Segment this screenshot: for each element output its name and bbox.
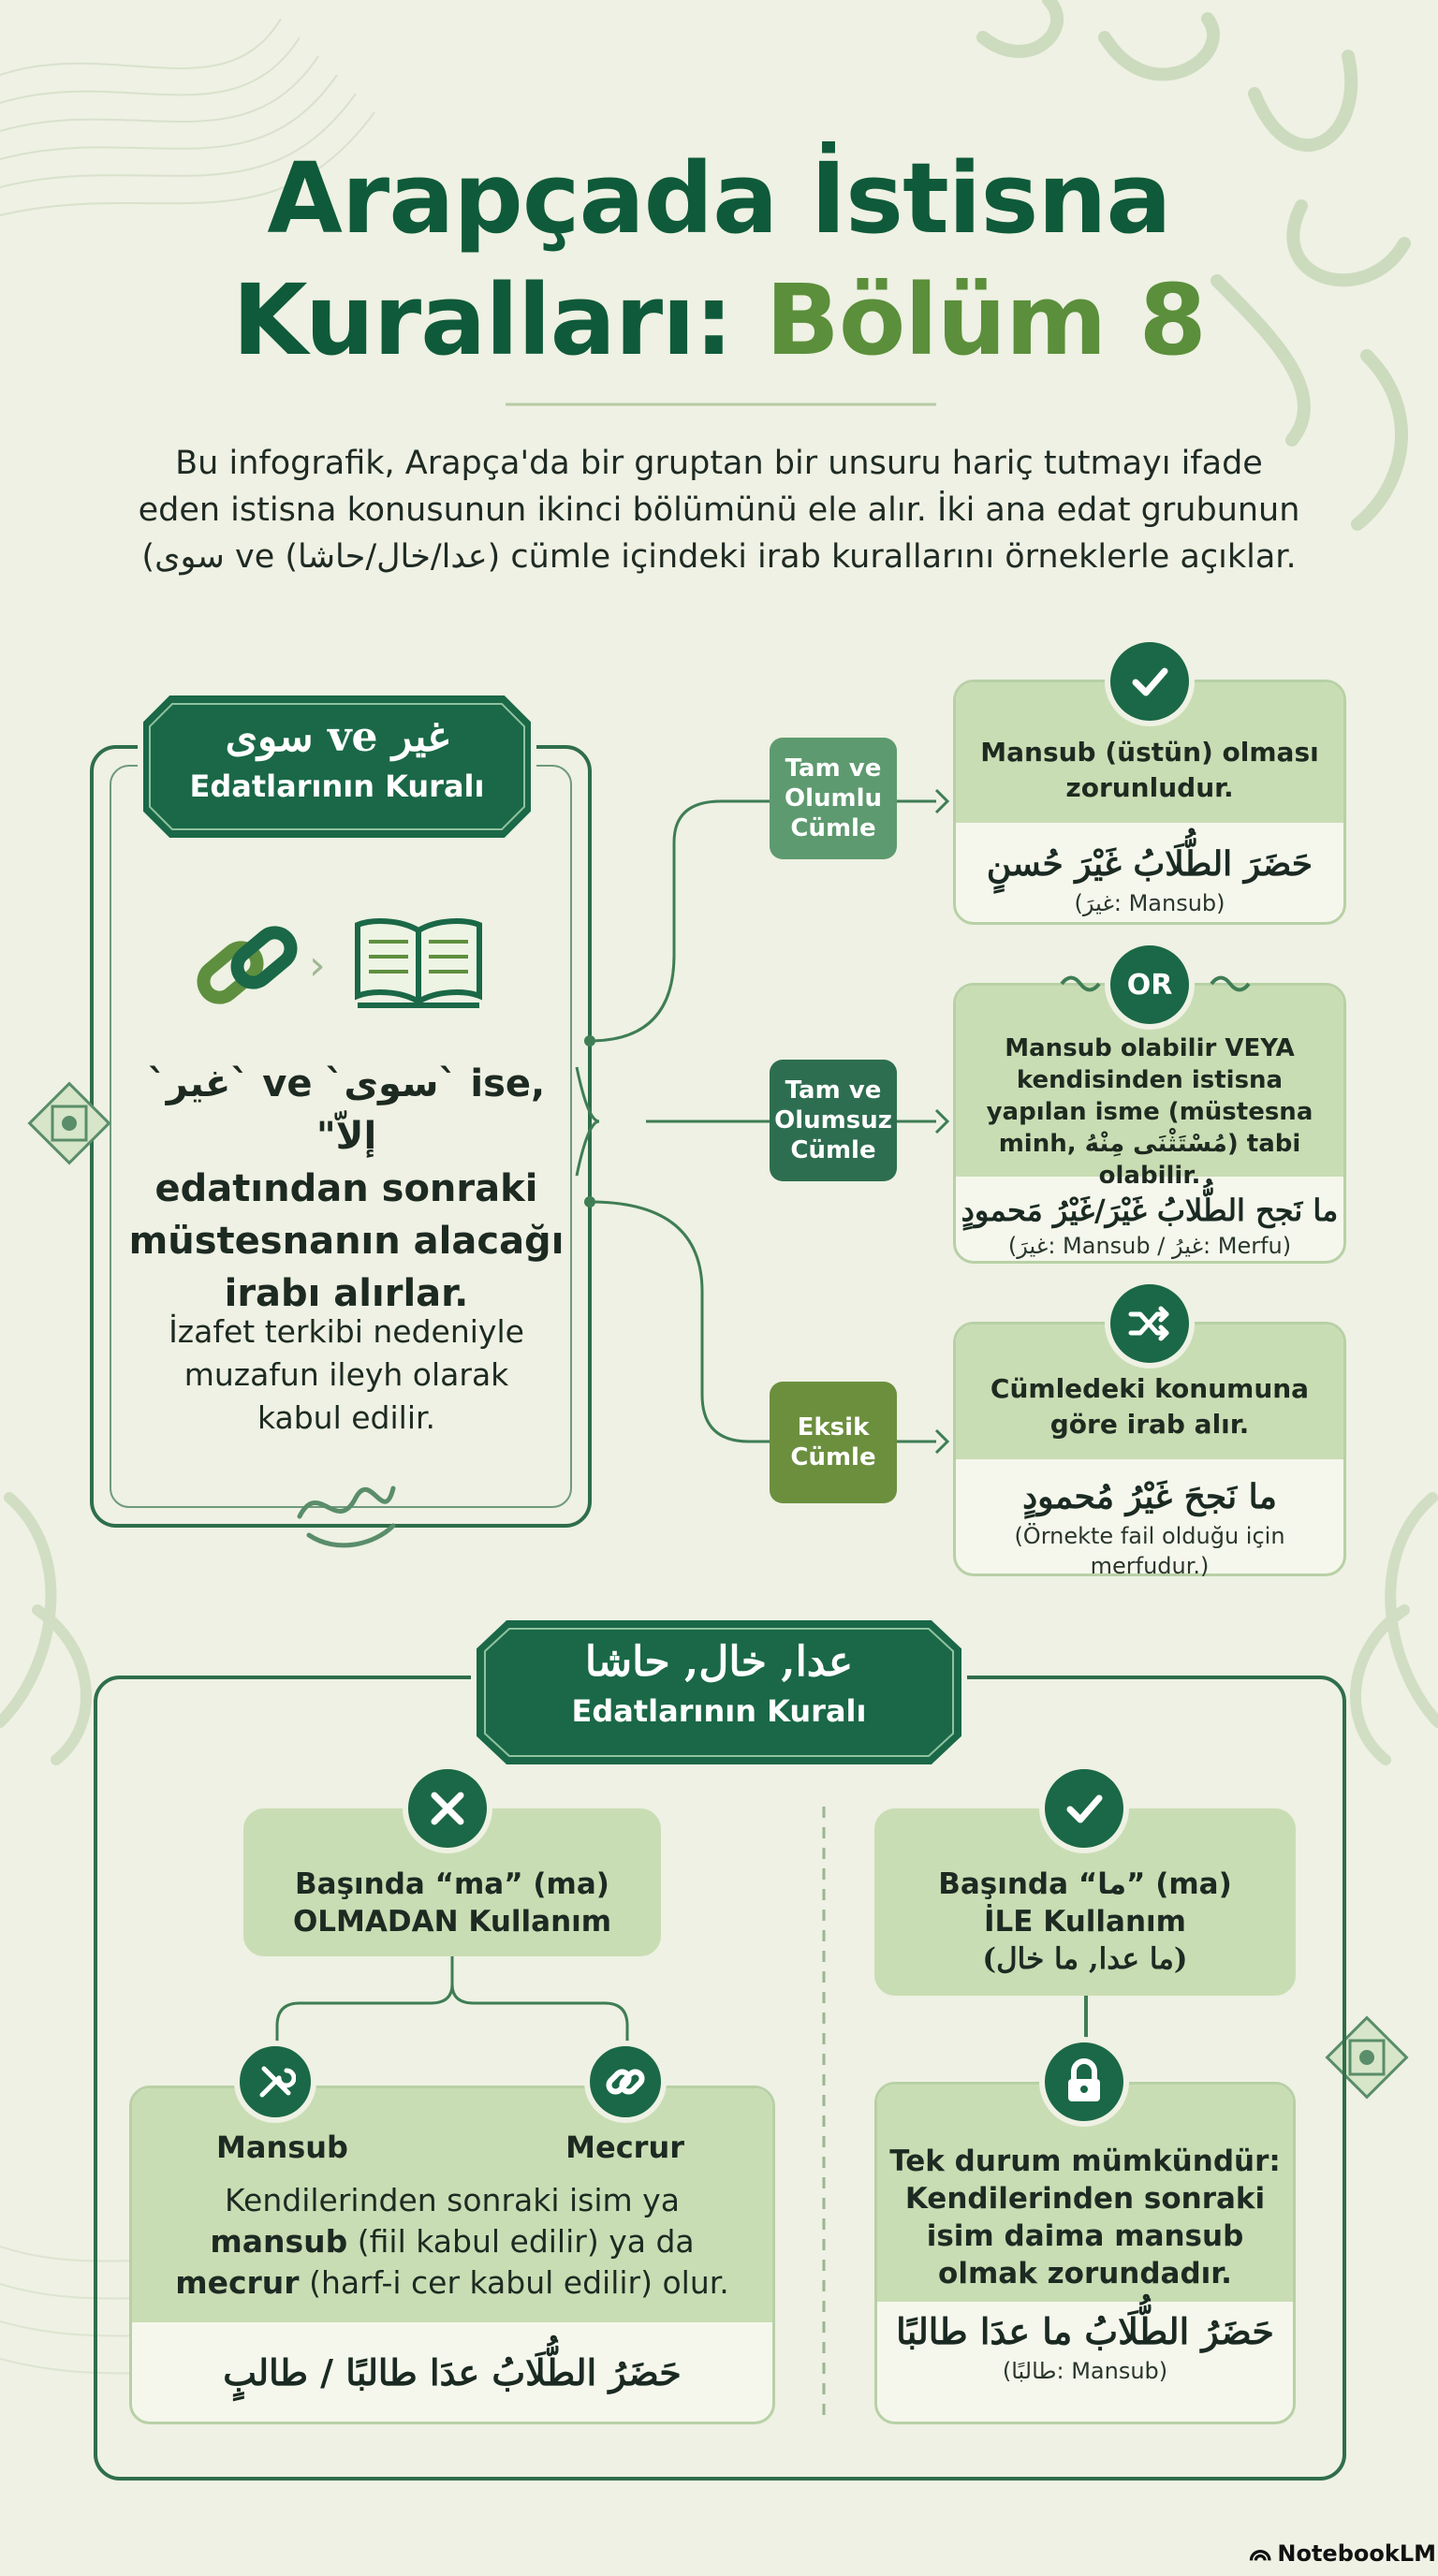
note-line-2: muzafun ileyh olarak — [183, 1356, 509, 1393]
section1-badge-sub: Edatlarının Kuralı — [189, 768, 485, 804]
pill-tam-olumlu: Tam ve Olumlu Cümle — [770, 738, 897, 859]
rule-line-3: müstesnanın alacağı — [128, 1220, 565, 1263]
no-ma-body — [132, 2180, 772, 2304]
label-mansub: Mansub — [216, 2130, 348, 2165]
close-icon — [403, 1764, 492, 1853]
rule-line-1: `غير` ve `سوى` ise, "إلاّ — [147, 1062, 546, 1158]
with-ma-head-line-3: (ما عدا, ما خال) — [982, 1942, 1188, 1976]
no-ma-detail-card — [129, 2086, 775, 2424]
with-ma-example: حَضَرُ الطُّلَابُ ما عدَا طالبًا — [896, 2310, 1274, 2352]
no-ma-body-line-3 — [132, 2262, 772, 2304]
check-icon-2 — [1039, 1764, 1129, 1853]
pill-tam-olumsuz: Tam ve Olumsuz Cümle — [770, 1060, 897, 1181]
branch-card-1-example: حَضَرَ الطُّلَابُ غَيْرَ حُسنٍ — [986, 844, 1313, 884]
branch-card-2-sub: (غيرَ: Mansub / غيرُ: Merfu) — [1007, 1233, 1292, 1259]
with-ma-head-line-1: Başında “ما” (ma) — [938, 1867, 1232, 1901]
section2-badge-arabic: عدا, خال, حاشا — [584, 1638, 854, 1686]
note-line-3: kabul edilir. — [257, 1399, 436, 1436]
label-mecrur: Mecrur — [565, 2130, 684, 2165]
tools-icon — [234, 2041, 316, 2123]
with-ma-detail-card — [874, 2082, 1296, 2424]
intro-line-1: Bu infografik, Arapça'da bir gruptan bir unsuru hariç tutmayı ifade — [175, 445, 1263, 482]
left-tree-connector — [277, 1956, 627, 2059]
branch-card-2-example: ما نَجح الطُّلابُ غَيْرَ/غَيْرُ مَحمودٍ — [961, 1193, 1339, 1228]
notebooklm-logo-icon — [1249, 2543, 1271, 2564]
chain-link-icon — [584, 2041, 667, 2123]
section2-badge — [474, 1634, 964, 1732]
wave-icon-right — [1208, 970, 1264, 998]
wave-icon-left — [1058, 970, 1114, 998]
calligraphy-ornament-left — [0, 1498, 86, 1760]
link-icon — [193, 915, 305, 1018]
with-ma-body-line-1: Tek durum mümkündür: — [889, 2144, 1281, 2178]
shuffle-icon — [1105, 1279, 1195, 1368]
bold-mecrur: mecrur — [175, 2264, 300, 2301]
chevron-right-icon: › — [309, 942, 326, 989]
with-ma-body-line-2: Kendilerinden sonraki — [904, 2182, 1266, 2216]
footer-brand — [1249, 2537, 1436, 2570]
diamond-ornament-right — [1328, 2018, 1407, 2098]
or-icon: OR — [1105, 940, 1195, 1030]
title-part-a: Kuralları: — [232, 263, 766, 377]
branch-card-1-head: Mansub (üstün) olması zorunludur. — [956, 682, 1343, 823]
section2-badge-sub: Edatlarının Kuralı — [571, 1693, 867, 1729]
section1-badge — [140, 710, 534, 807]
diamond-ornament-left — [30, 1084, 110, 1164]
with-ma-head-line-2: İLE Kullanım — [984, 1905, 1186, 1939]
no-ma-detail-head — [132, 2088, 772, 2322]
branch-card-1-sub: (غيرَ: Mansub) — [1074, 890, 1225, 916]
title-part-b: Bölüm 8 — [765, 263, 1206, 377]
section1-badge-arabic: سوى ve غير — [225, 713, 449, 761]
calligraphy-signature — [300, 1488, 393, 1545]
page-title-line2 — [0, 262, 1438, 378]
intro-text — [122, 440, 1316, 580]
intro-line-2: eden istisna konusunun ikinci bölümünü ele alır. İki ana edat grubunun — [138, 491, 1300, 529]
branch-card-3-head: Cümledeki konumuna göre irab alır. — [956, 1325, 1343, 1459]
with-ma-body-line-3: isim daima mansub — [926, 2219, 1244, 2253]
rule-line-2: edatından sonraki — [154, 1167, 538, 1210]
section1-rule — [122, 1058, 571, 1320]
rule-line-4: irabı alırlar. — [224, 1272, 469, 1315]
intro-line-3: (سوى ve (عدا/خال/حاشا) cümle içindeki irab kurallarını örneklerle açıklar. — [141, 538, 1297, 576]
check-icon — [1105, 637, 1195, 726]
no-ma-body-line-3-rest: (harf-i cer kabul edilir) olur. — [299, 2264, 729, 2301]
pill-eksik: Eksik Cümle — [770, 1382, 897, 1503]
page-title-line1: Arapçada İstisna — [267, 141, 1171, 256]
with-ma-sub: (طالبًا: Mansub) — [1002, 2358, 1168, 2384]
lock-icon — [1039, 2037, 1129, 2127]
footer-brand-text: NotebookLM — [1277, 2540, 1436, 2567]
no-ma-body-line-1: Kendilerinden sonraki isim ya — [225, 2182, 680, 2218]
section1-note — [122, 1310, 571, 1440]
branch-card-3-example: ما نَجحَ غَيْرُ مُحمودٍ — [1022, 1477, 1277, 1516]
no-ma-body-line-2 — [132, 2221, 772, 2262]
no-ma-head-line-2: OLMADAN Kullanım — [292, 1905, 612, 1939]
book-icon — [348, 912, 489, 1015]
no-ma-head-line-1: Başında “ma” (ma) — [295, 1867, 609, 1901]
branch-card-2-head: Mansub olabilir VEYA kendisinden istisna yapılan isme (müstesna minh, مُسْتَثْنَى مِنْهُ) tabi olabilir. — [956, 986, 1343, 1177]
note-line-1: İzafet terkibi nedeniyle — [169, 1313, 524, 1350]
with-ma-body-line-4: olmak zorundadır. — [938, 2257, 1232, 2291]
no-ma-body-line-2-rest: (fiil kabul edilir) ya da — [347, 2223, 695, 2260]
bold-mansub: mansub — [210, 2223, 348, 2260]
branch-card-3-sub: (Örnekte fail olduğu için merfudur.) — [1014, 1523, 1285, 1579]
no-ma-example: حَضَرُ الطُّلَابُ عدَا طالبًا / طالبٍ — [223, 2351, 682, 2393]
calligraphy-ornament-right — [1356, 1498, 1438, 1760]
